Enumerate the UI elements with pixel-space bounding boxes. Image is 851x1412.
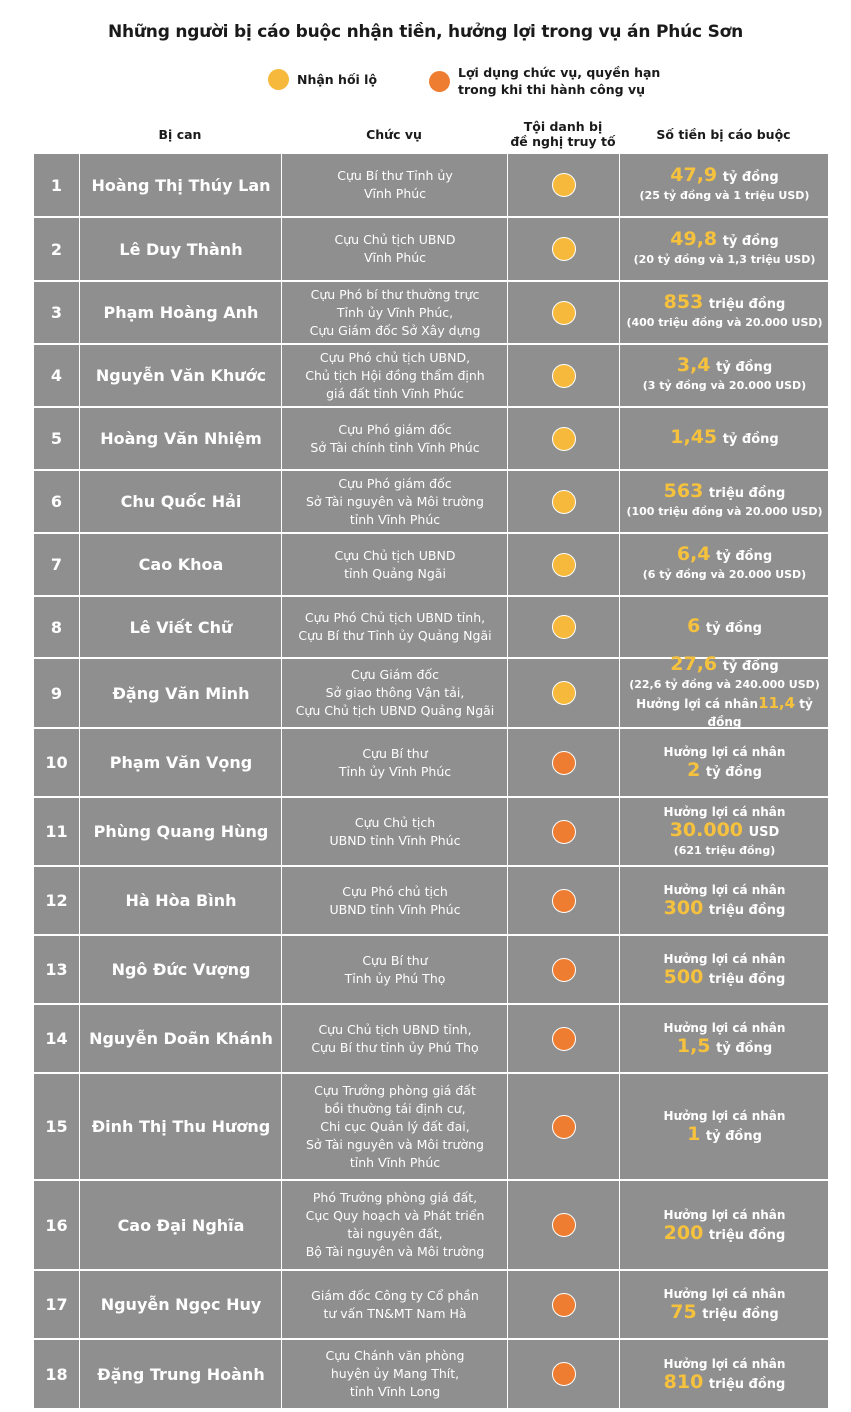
table-row xyxy=(34,534,828,597)
row-number: 13 xyxy=(45,960,68,979)
row-number: 7 xyxy=(50,555,63,574)
row-number: 9 xyxy=(50,683,63,703)
yellow-circle-icon xyxy=(552,301,576,325)
row-number: 3 xyxy=(50,303,63,322)
charge-cell xyxy=(507,408,620,469)
table-row xyxy=(34,1181,828,1271)
benefit-note-label: Hưởng lợi cá nhân xyxy=(636,697,759,711)
header-position: Chức vụ xyxy=(366,126,422,142)
defendant-name: Nguyễn Ngọc Huy xyxy=(79,1271,282,1338)
table-row xyxy=(34,597,828,659)
benefit-label: Hưởng lợi cá nhân xyxy=(663,1021,786,1035)
amount-line xyxy=(664,899,786,920)
defendant-name: Nguyễn Doãn Khánh xyxy=(79,1005,282,1072)
amount-cell xyxy=(619,345,829,406)
orange-circle-icon xyxy=(552,1027,576,1051)
amount-cell xyxy=(619,282,829,343)
amount-line xyxy=(687,761,762,782)
charge-cell xyxy=(507,936,620,1003)
amount-breakdown: (6 tỷ đồng và 20.000 USD) xyxy=(642,568,807,581)
benefit-label: Hưởng lợi cá nhân xyxy=(663,1287,786,1301)
amount-breakdown: (3 tỷ đồng và 20.000 USD) xyxy=(642,379,807,392)
amount-breakdown: (100 triệu đồng và 20.000 USD) xyxy=(626,505,823,518)
amount-cell xyxy=(619,1074,829,1179)
yellow-circle-icon xyxy=(552,364,576,388)
defendant-position: Cựu Phó giám đốc Sở Tài chính tỉnh Vĩnh Phúc xyxy=(281,408,508,469)
row-number: 15 xyxy=(45,1117,68,1136)
table-row xyxy=(34,729,828,798)
amount-breakdown: (25 tỷ đồng và 1 triệu USD) xyxy=(639,188,810,202)
benefit-label: Hưởng lợi cá nhân xyxy=(663,952,786,966)
yellow-circle-icon xyxy=(552,681,576,705)
defendant-name: Lê Viết Chữ xyxy=(79,597,282,657)
charge-cell xyxy=(507,1005,620,1072)
table-row xyxy=(34,345,828,408)
defendant-name: Hà Hòa Bình xyxy=(79,867,282,934)
row-number: 1 xyxy=(50,175,63,195)
amount-unit: tỷ đồng xyxy=(722,233,779,249)
yellow-circle-icon xyxy=(552,615,576,639)
amount-cell xyxy=(619,218,829,280)
table-row xyxy=(34,1271,828,1340)
amount-line xyxy=(670,227,779,251)
amount-cell xyxy=(619,729,829,796)
defendant-position: Cựu Giám đốc Sở giao thông Vận tải, Cựu Chủ tịch UBND Quảng Ngãi xyxy=(281,659,508,727)
amount-cell xyxy=(619,471,829,532)
yellow-circle-icon xyxy=(552,427,576,451)
amount-line xyxy=(663,1370,786,1394)
yellow-circle-icon xyxy=(552,553,576,577)
amount-line xyxy=(670,655,778,676)
defendant-position: Cựu Phó chủ tịch UBND tỉnh Vĩnh Phúc xyxy=(281,867,508,934)
table-row xyxy=(34,1340,828,1410)
defendant-position: Cựu Phó giám đốc Sở Tài nguyên và Môi trường tỉnh Vĩnh Phúc xyxy=(281,471,508,532)
header-amount: Số tiền bị cáo buộc xyxy=(656,126,791,142)
yellow-circle-icon xyxy=(268,69,289,90)
amount-cell xyxy=(619,1340,829,1408)
defendant-position: Cựu Phó chủ tịch UBND, Chủ tịch Hội đồng thẩm định giá đất tỉnh Vĩnh Phúc xyxy=(281,345,508,406)
benefit-label: Hưởng lợi cá nhân xyxy=(663,1356,786,1371)
defendant-position: Phó Trưởng phòng giá đất, Cục Quy hoạch và Phát triển tài nguyên đất, Bộ Tài nguyên và Môi trường xyxy=(281,1181,508,1269)
amount-value: 27,6 xyxy=(670,653,718,675)
amount-cell xyxy=(619,798,829,865)
amount-line xyxy=(677,356,772,377)
amount-unit: tỷ đồng xyxy=(722,659,779,674)
table-row xyxy=(34,1005,828,1074)
table-row xyxy=(34,282,828,345)
defendant-name: Ngô Đức Vượng xyxy=(79,936,282,1003)
legend-label-abuse: Lợi dụng chức vụ, quyền hạn trong khi thi hành công vụ xyxy=(458,65,661,97)
amount-value: 75 xyxy=(670,1301,697,1323)
table-row xyxy=(34,218,828,282)
charge-cell xyxy=(507,1271,620,1338)
amount-breakdown: (20 tỷ đồng và 1,3 triệu USD) xyxy=(633,252,816,266)
amount-unit: tỷ đồng xyxy=(716,360,773,375)
amount-line xyxy=(664,482,786,503)
amount-line xyxy=(663,1221,786,1245)
amount-value: 810 xyxy=(663,1370,704,1393)
amount-cell xyxy=(619,408,829,469)
defendant-position: Cựu Phó Chủ tịch UBND tỉnh, Cựu Bí thư Tỉnh ủy Quảng Ngãi xyxy=(281,597,508,657)
charge-cell xyxy=(507,729,620,796)
defendant-position: Cựu Phó bí thư thường trực Tỉnh ủy Vĩnh Phúc, Cựu Giám đốc Sở Xây dựng xyxy=(281,282,508,343)
benefit-label: Hưởng lợi cá nhân xyxy=(663,805,786,819)
defendants-table xyxy=(34,154,828,1410)
benefit-label: Hưởng lợi cá nhân xyxy=(663,1109,786,1123)
charge-cell xyxy=(507,1340,620,1408)
orange-circle-icon xyxy=(552,751,576,775)
yellow-circle-icon xyxy=(552,237,576,261)
defendant-position: Cựu Chủ tịch UBND tỉnh Vĩnh Phúc xyxy=(281,798,508,865)
charge-cell xyxy=(507,534,620,595)
amount-cell xyxy=(619,534,829,595)
amount-unit: tỷ đồng xyxy=(705,620,762,636)
benefit-note-value: 11,4 xyxy=(758,694,796,712)
table-row xyxy=(34,471,828,534)
defendant-position: Cựu Bí thư Tỉnh ủy Phú Thọ xyxy=(281,936,508,1003)
row-number: 14 xyxy=(45,1029,68,1048)
orange-circle-icon xyxy=(552,820,576,844)
defendant-name: Cao Đại Nghĩa xyxy=(79,1181,282,1269)
amount-cell xyxy=(619,936,829,1003)
table-row xyxy=(34,408,828,471)
amount-unit: triệu đồng xyxy=(708,903,786,918)
orange-circle-icon xyxy=(552,1213,576,1237)
defendant-position: Cựu Chủ tịch UBND Vĩnh Phúc xyxy=(281,218,508,280)
table-row xyxy=(34,798,828,867)
row-number: 4 xyxy=(50,366,63,385)
legend-item-abuse xyxy=(429,64,660,98)
amount-line xyxy=(664,293,786,314)
defendant-name: Đặng Văn Minh xyxy=(79,659,282,727)
benefit-label: Hưởng lợi cá nhân xyxy=(663,1207,786,1222)
amount-unit: USD xyxy=(748,825,780,840)
amount-value: 6,4 xyxy=(676,543,711,565)
amount-cell xyxy=(619,1181,829,1269)
amount-breakdown: (22,6 tỷ đồng và 240.000 USD) xyxy=(629,678,820,691)
table-header xyxy=(34,114,828,154)
defendant-name: Đặng Trung Hoành xyxy=(79,1340,282,1408)
table-row xyxy=(34,154,828,218)
amount-value: 200 xyxy=(663,1221,704,1244)
orange-circle-icon xyxy=(552,1362,576,1386)
table-row xyxy=(34,867,828,936)
amount-unit: triệu đồng xyxy=(708,972,786,987)
charge-cell xyxy=(507,659,620,727)
amount-value: 853 xyxy=(663,291,704,313)
amount-line xyxy=(670,428,778,449)
amount-value: 300 xyxy=(663,897,704,919)
row-number: 11 xyxy=(45,822,68,841)
defendant-position: Cựu Bí thư Tỉnh ủy Vĩnh Phúc xyxy=(281,154,508,216)
yellow-circle-icon xyxy=(552,490,576,514)
amount-value: 47,9 xyxy=(670,163,718,186)
defendant-position: Cựu Chủ tịch UBND tỉnh Quảng Ngãi xyxy=(281,534,508,595)
defendant-position: Cựu Chánh văn phòng huyện ủy Mang Thít, tỉnh Vĩnh Long xyxy=(281,1340,508,1408)
charge-cell xyxy=(507,282,620,343)
benefit-note-unit: tỷ đồng xyxy=(707,697,813,729)
amount-value: 563 xyxy=(663,480,704,502)
amount-value: 1,5 xyxy=(676,1035,711,1057)
benefit-label: Hưởng lợi cá nhân xyxy=(663,883,786,897)
page-title: Những người bị cáo buộc nhận tiền, hưởng lợi trong vụ án Phúc Sơn xyxy=(107,22,744,42)
amount-unit: triệu đồng xyxy=(708,297,786,312)
charge-cell xyxy=(507,345,620,406)
table-row xyxy=(34,1074,828,1181)
amount-unit: tỷ đồng xyxy=(705,765,762,780)
amount-line xyxy=(687,1125,762,1146)
amount-breakdown: (621 triệu đồng) xyxy=(673,844,776,857)
row-number: 6 xyxy=(50,492,63,511)
legend-item-bribe xyxy=(268,69,377,90)
amount-value: 3,4 xyxy=(676,354,711,376)
yellow-circle-icon xyxy=(552,173,576,197)
amount-unit: triệu đồng xyxy=(708,1227,786,1243)
amount-value: 6 xyxy=(687,614,701,637)
amount-value: 1 xyxy=(687,1123,701,1145)
amount-unit: tỷ đồng xyxy=(716,549,773,564)
amount-line xyxy=(677,1037,772,1058)
defendant-name: Hoàng Thị Thúy Lan xyxy=(79,154,282,216)
amount-line xyxy=(670,821,780,842)
amount-unit: triệu đồng xyxy=(708,1376,786,1392)
defendant-name: Chu Quốc Hải xyxy=(79,471,282,532)
defendant-name: Cao Khoa xyxy=(79,534,282,595)
table-row xyxy=(34,936,828,1005)
orange-circle-icon xyxy=(552,1115,576,1139)
orange-circle-icon xyxy=(552,958,576,982)
defendant-position: Cựu Chủ tịch UBND tỉnh, Cựu Bí thư tỉnh ủy Phú Thọ xyxy=(281,1005,508,1072)
row-number: 17 xyxy=(45,1295,68,1314)
defendant-name: Đinh Thị Thu Hương xyxy=(79,1074,282,1179)
amount-line xyxy=(670,163,779,187)
defendant-name: Hoàng Văn Nhiệm xyxy=(79,408,282,469)
charge-cell xyxy=(507,471,620,532)
defendant-name: Lê Duy Thành xyxy=(79,218,282,280)
amount-cell xyxy=(619,1271,829,1338)
defendant-name: Phạm Văn Vọng xyxy=(79,729,282,796)
charge-cell xyxy=(507,1074,620,1179)
defendant-name: Phùng Quang Hùng xyxy=(79,798,282,865)
row-number: 5 xyxy=(50,429,63,448)
amount-line xyxy=(664,968,786,989)
defendant-name: Phạm Hoàng Anh xyxy=(79,282,282,343)
amount-unit: tỷ đồng xyxy=(716,1041,773,1056)
legend-label-bribe: Nhận hối lộ xyxy=(297,72,378,87)
amount-line xyxy=(670,1303,779,1324)
defendant-position: Cựu Trưởng phòng giá đất bồi thường tái định cư, Chi cục Quản lý đất đai, Sở Tài nguyên và Môi trường tỉnh Vĩnh Phúc xyxy=(281,1074,508,1179)
charge-cell xyxy=(507,867,620,934)
defendant-position: Giám đốc Công ty Cổ phần tư vấn TN&MT Nam Hà xyxy=(281,1271,508,1338)
legend xyxy=(0,64,851,104)
orange-circle-icon xyxy=(429,71,450,92)
charge-cell xyxy=(507,218,620,280)
charge-cell xyxy=(507,1181,620,1269)
row-number: 16 xyxy=(45,1215,68,1235)
header-name: Bị can xyxy=(158,126,202,142)
benefit-label: Hưởng lợi cá nhân xyxy=(663,745,786,759)
charge-cell xyxy=(507,154,620,216)
row-number: 2 xyxy=(50,239,63,259)
row-number: 12 xyxy=(45,891,68,910)
orange-circle-icon xyxy=(552,889,576,913)
benefit-note xyxy=(620,694,829,731)
amount-line xyxy=(677,545,772,566)
amount-unit: tỷ đồng xyxy=(705,1129,762,1144)
header-charge: Tội danh bị đề nghị truy tố xyxy=(510,119,616,149)
amount-value: 30.000 xyxy=(669,819,744,841)
amount-line xyxy=(687,614,762,638)
amount-cell xyxy=(619,1005,829,1072)
amount-unit: triệu đồng xyxy=(708,486,786,501)
defendant-name: Nguyễn Văn Khước xyxy=(79,345,282,406)
amount-cell xyxy=(619,653,829,729)
amount-value: 49,8 xyxy=(670,227,718,250)
row-number: 8 xyxy=(50,617,63,637)
amount-unit: tỷ đồng xyxy=(722,432,779,447)
amount-value: 500 xyxy=(663,966,704,988)
row-number: 10 xyxy=(45,753,68,772)
table-row xyxy=(34,653,828,729)
charge-cell xyxy=(507,798,620,865)
defendant-position: Cựu Bí thư Tỉnh ủy Vĩnh Phúc xyxy=(281,729,508,796)
amount-cell xyxy=(619,597,829,657)
amount-cell xyxy=(619,867,829,934)
charge-cell xyxy=(507,597,620,657)
amount-value: 2 xyxy=(687,759,701,781)
amount-cell xyxy=(619,154,829,216)
amount-unit: triệu đồng xyxy=(702,1307,779,1322)
amount-unit: tỷ đồng xyxy=(722,169,779,185)
orange-circle-icon xyxy=(552,1293,576,1317)
row-number: 18 xyxy=(45,1364,68,1384)
amount-value: 1,45 xyxy=(670,426,718,448)
amount-breakdown: (400 triệu đồng và 20.000 USD) xyxy=(626,316,823,329)
